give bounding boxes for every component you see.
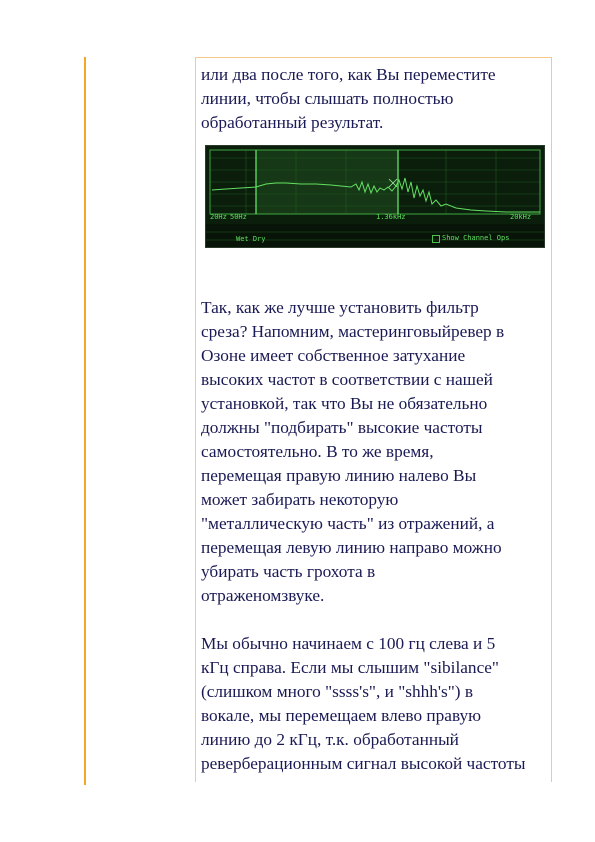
show-channel-ops-checkbox: [432, 235, 440, 243]
eq-show-channel-ops-label: Show Channel Ops: [442, 234, 510, 242]
eq-filter-screenshot: [205, 145, 545, 248]
main-paragraph: Так, как же лучше установить фильтр среза? Напомним, мастеринговыйревер в Озоне имеет собственное затухание высоких частот в соответствии с нашей установкой, так что Вы не обязательно должны "подбирать" высокие частоты самостоятельно. В то же время, перемещая правую линию налево Вы может забирать некоторую "металлическую часть" из отражений, а перемещая левую линию направо можно убирать часть грохота в отраженомзвуке.: [201, 298, 505, 605]
eq-graph: [206, 146, 544, 247]
final-paragraph: Мы обычно начинаем с 100 гц слева и 5 кГц справа. Если мы слышим "sibilance" (слишком много "ssss's", и "shhh's") в вокале, мы перемещаем влево правую линию до 2 кГц, т.к. обработанный реверберационным сигнал высокой частоты: [201, 634, 526, 773]
eq-freq-low-label: 20Hz: [210, 213, 227, 221]
margin-rule: [84, 57, 86, 785]
eq-wet-dry-label: Wet Dry: [236, 235, 266, 243]
eq-freq-left-marker-label: 50Hz: [230, 213, 247, 221]
intro-paragraph: или два после того, как Вы переместите линии, чтобы слышать полностью обработанный результат.: [201, 65, 496, 132]
eq-freq-center-label: 1.36kHz: [376, 213, 406, 221]
eq-freq-high-label: 20kHz: [510, 213, 532, 221]
